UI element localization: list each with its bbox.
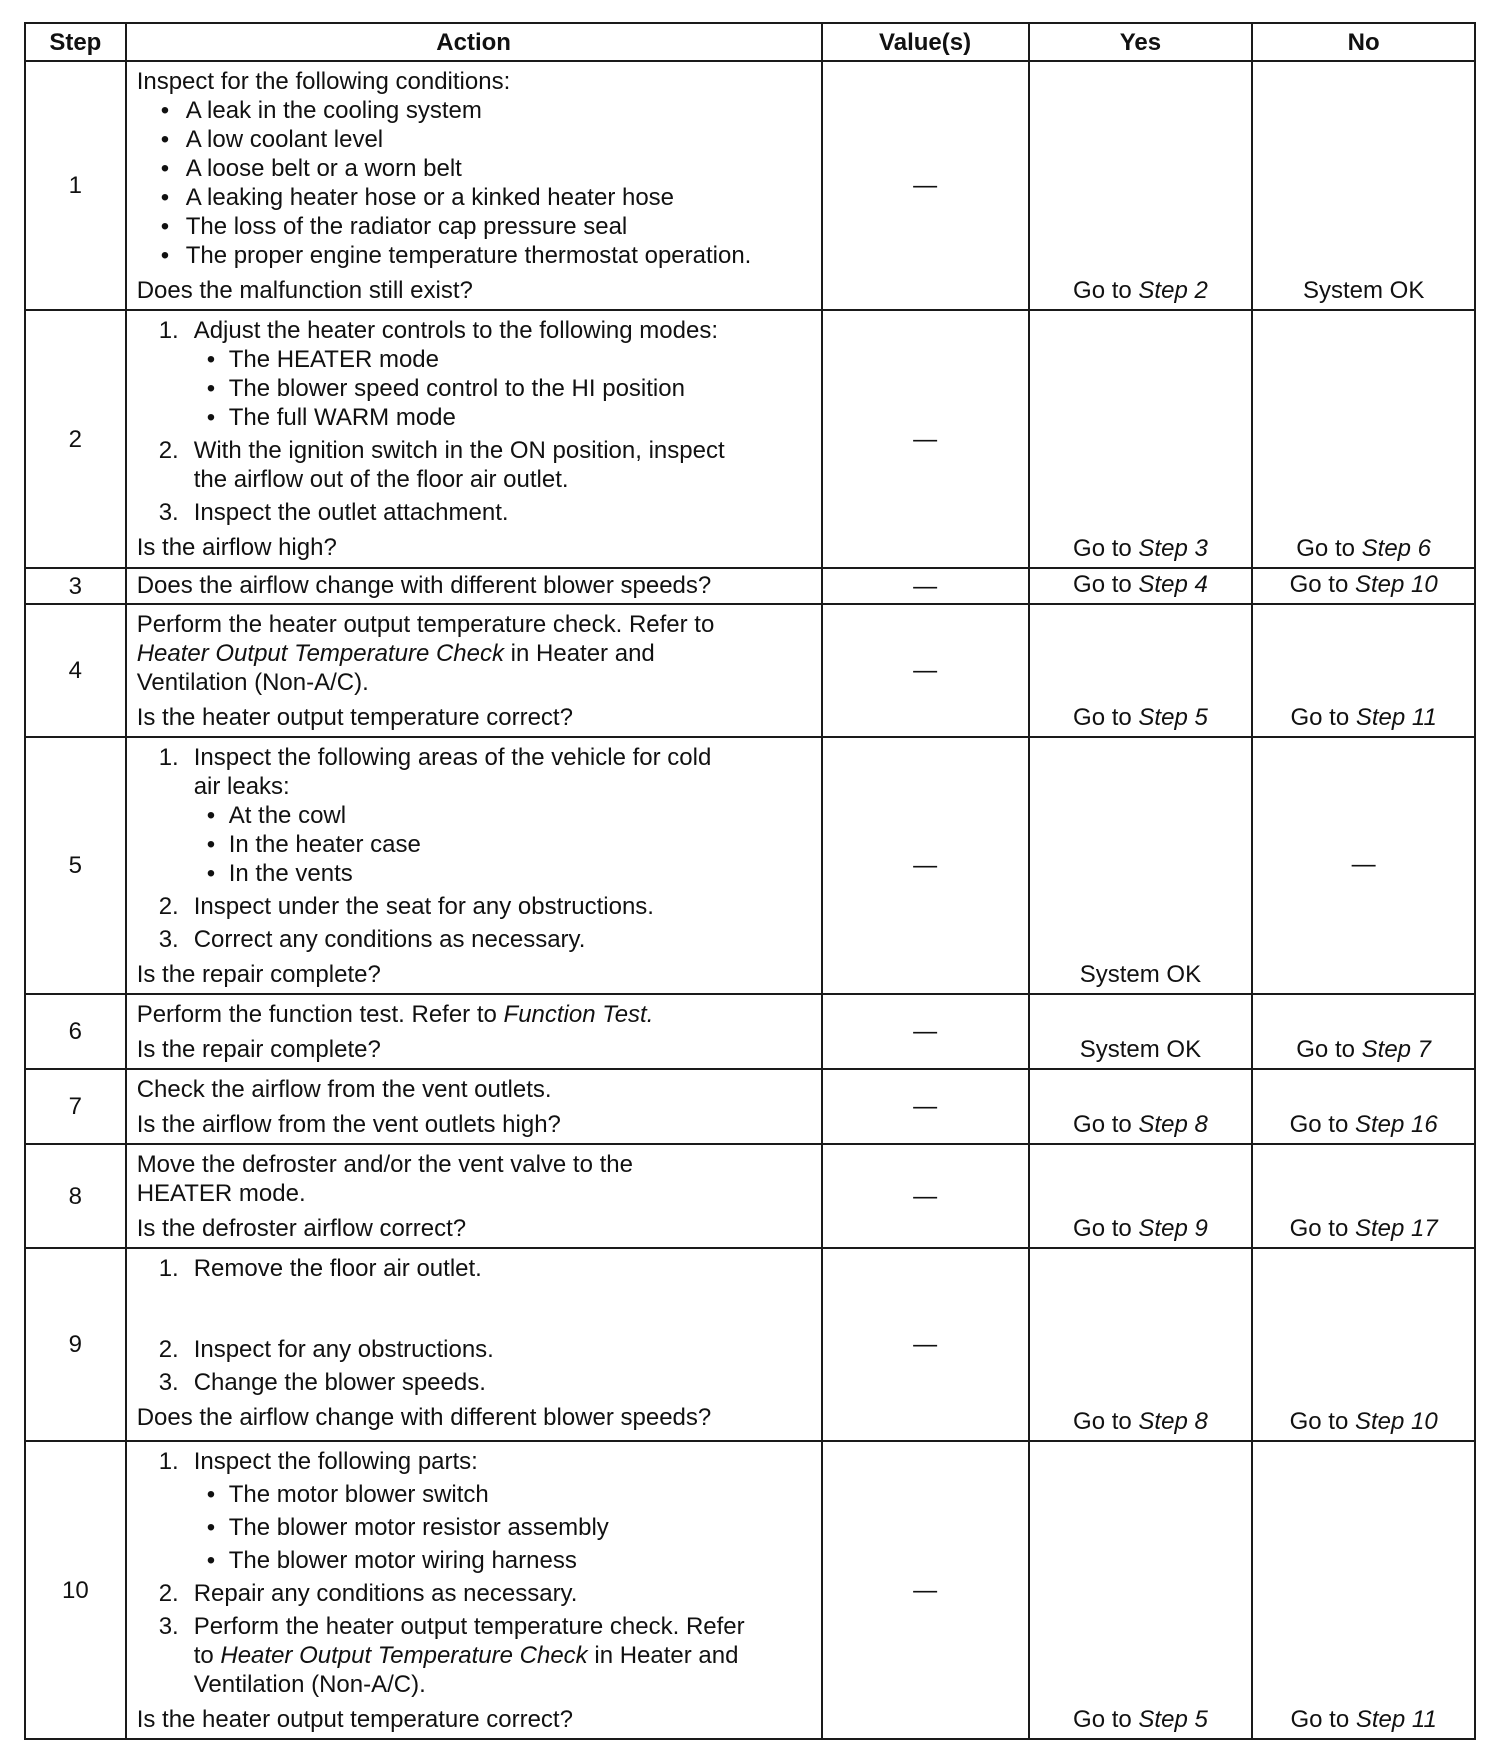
bullet-item: • The blower motor wiring harness xyxy=(137,1546,813,1575)
header-yes: Yes xyxy=(1029,23,1253,61)
question-text: Does the malfunction still exist? xyxy=(136,277,473,304)
step-ref: Step 17 xyxy=(1354,1215,1438,1242)
question-text: Is the heater output temperature correct? xyxy=(136,1706,573,1733)
reference-link: Heater Output Temperature Check xyxy=(136,640,504,667)
yes-cell: Go to Step 8 xyxy=(1029,1248,1253,1441)
value-cell: — xyxy=(822,1248,1029,1441)
value-cell: — xyxy=(822,994,1029,1069)
step-ref: Step 10 xyxy=(1354,571,1438,598)
bullet-item: • The loss of the radiator cap pressure seal xyxy=(137,212,813,241)
step-ref: Step 5 xyxy=(1138,704,1208,731)
question-text: Does the airflow change with different blower speeds? xyxy=(136,1404,712,1431)
question-text: Is the airflow from the vent outlets high? xyxy=(136,1111,561,1138)
value-cell: — xyxy=(822,568,1029,604)
step-ref: Step 4 xyxy=(1138,571,1208,598)
step-ref: Step 3 xyxy=(1138,535,1208,562)
no-cell: Go to Step 10 xyxy=(1252,568,1475,604)
action-text: Heater Output Temperature Check in Heater and xyxy=(136,640,655,667)
action-text: Move the defroster and/or the vent valve to the xyxy=(136,1151,633,1178)
step-number: 9 xyxy=(25,1248,126,1441)
step-row-4 xyxy=(25,604,1475,737)
go-to-label: Go to xyxy=(1073,277,1132,304)
no-cell: Go to Step 11 xyxy=(1252,604,1475,737)
numbered-item: 3. Correct any conditions as necessary. xyxy=(158,926,586,953)
step-row-10 xyxy=(25,1441,1475,1739)
action-cell xyxy=(126,737,822,994)
action-cell xyxy=(126,310,822,568)
yes-cell: Go to Step 9 xyxy=(1029,1144,1253,1248)
action-text: Inspect for the following conditions: xyxy=(136,68,511,95)
numbered-item-continued: the airflow out of the floor air outlet. xyxy=(193,466,569,493)
yes-cell: System OK xyxy=(1029,994,1253,1069)
yes-cell: System OK xyxy=(1029,737,1253,994)
header-no: No xyxy=(1252,23,1475,61)
bullet-item: • In the vents xyxy=(137,859,813,888)
no-cell: Go to Step 11 xyxy=(1252,1441,1475,1739)
question-text: Is the repair complete? xyxy=(136,961,381,988)
bullet-item: • The motor blower switch xyxy=(137,1480,813,1509)
bullet-item: • A leak in the cooling system xyxy=(137,96,813,125)
step-ref: Step 9 xyxy=(1138,1215,1208,1242)
step-number: 1 xyxy=(25,61,126,310)
no-cell: Go to Step 16 xyxy=(1252,1069,1475,1144)
step-row-5 xyxy=(25,737,1475,994)
yes-cell: Go to Step 4 xyxy=(1029,568,1253,604)
question-text: Is the airflow high? xyxy=(136,534,337,561)
header-step: Step xyxy=(25,23,126,61)
question-text: Does the airflow change with different blower speeds? xyxy=(136,572,712,599)
step-row-6 xyxy=(25,994,1475,1069)
action-cell xyxy=(126,61,822,310)
numbered-item: 2. Inspect under the seat for any obstructions. xyxy=(158,893,654,920)
yes-cell: Go to Step 8 xyxy=(1029,1069,1253,1144)
diagnostic-table xyxy=(24,22,1476,1740)
numbered-item-continued: Ventilation (Non-A/C). xyxy=(193,1671,426,1698)
step-row-8 xyxy=(25,1144,1475,1248)
no-cell: System OK xyxy=(1252,61,1475,310)
numbered-item: 1. Inspect the following parts: xyxy=(158,1448,478,1475)
numbered-item: 2. Repair any conditions as necessary. xyxy=(158,1580,578,1607)
step-row-9 xyxy=(25,1248,1475,1441)
header-row xyxy=(25,23,1475,61)
step-number: 10 xyxy=(25,1441,126,1739)
yes-cell: Go to Step 5 xyxy=(1029,1441,1253,1739)
step-number: 6 xyxy=(25,994,126,1069)
numbered-item: 3. Perform the heater output temperature check. Refer xyxy=(158,1613,745,1640)
bullet-item: • The proper engine temperature thermostat operation. xyxy=(137,241,813,270)
step-row-1 xyxy=(25,61,1475,310)
step-number: 7 xyxy=(25,1069,126,1144)
step-ref: Step 8 xyxy=(1138,1111,1208,1138)
bullet-item: • The blower speed control to the HI position xyxy=(137,374,813,403)
step-ref: Step 2 xyxy=(1138,277,1208,304)
step-ref: Step 6 xyxy=(1361,535,1432,562)
step-ref: Step 5 xyxy=(1138,1706,1208,1733)
action-cell xyxy=(126,994,822,1069)
bullet-item: • In the heater case xyxy=(137,830,813,859)
action-cell xyxy=(126,1069,822,1144)
no-cell: Go to Step 17 xyxy=(1252,1144,1475,1248)
bullet-item: • The full WARM mode xyxy=(137,403,813,432)
bullet-item: • A low coolant level xyxy=(137,125,813,154)
step-number: 2 xyxy=(25,310,126,568)
header-action: Action xyxy=(126,23,822,61)
header-values: Value(s) xyxy=(822,23,1029,61)
step-ref: Step 11 xyxy=(1355,704,1437,731)
numbered-item-continued: to Heater Output Temperature Check in Heater and xyxy=(193,1642,739,1669)
value-cell: — xyxy=(822,1441,1029,1739)
question-text: Is the defroster airflow correct? xyxy=(136,1215,467,1242)
bullet-item: • The blower motor resistor assembly xyxy=(137,1513,813,1542)
value-cell: — xyxy=(822,1069,1029,1144)
bullet-item: • A leaking heater hose or a kinked heater hose xyxy=(137,183,813,212)
no-cell: — xyxy=(1252,737,1475,994)
value-cell: — xyxy=(822,1144,1029,1248)
bullet-item: • The HEATER mode xyxy=(137,345,813,374)
step-number: 5 xyxy=(25,737,126,994)
bullet-item: • At the cowl xyxy=(137,801,813,830)
question-text: Is the heater output temperature correct? xyxy=(136,704,573,731)
step-row-2 xyxy=(25,310,1475,568)
step-ref: Step 8 xyxy=(1138,1408,1208,1435)
action-text: HEATER mode. xyxy=(136,1180,306,1207)
step-ref: Step 11 xyxy=(1355,1706,1437,1733)
action-text: Check the airflow from the vent outlets. xyxy=(136,1076,552,1103)
action-cell xyxy=(126,1248,822,1441)
question-text: Is the repair complete? xyxy=(136,1036,381,1063)
yes-cell: Go to Step 3 xyxy=(1029,310,1253,568)
numbered-item: 2. With the ignition switch in the ON position, inspect xyxy=(158,437,725,464)
step-number: 4 xyxy=(25,604,126,737)
step-row-7 xyxy=(25,1069,1475,1144)
value-cell: — xyxy=(822,310,1029,568)
reference-link: Heater Output Temperature Check xyxy=(220,1642,588,1669)
yes-cell: Go to Step 5 xyxy=(1029,604,1253,737)
step-ref: Step 10 xyxy=(1354,1408,1438,1435)
numbered-item: 1. Adjust the heater controls to the following modes: xyxy=(158,317,718,344)
action-cell xyxy=(126,568,822,604)
step-ref: Step 7 xyxy=(1361,1036,1432,1063)
no-cell: Go to Step 10 xyxy=(1252,1248,1475,1441)
value-cell: — xyxy=(822,61,1029,310)
numbered-item: 1. Inspect the following areas of the vehicle for cold xyxy=(158,744,712,771)
no-cell: Go to Step 7 xyxy=(1252,994,1475,1069)
action-text: Perform the heater output temperature check. Refer to xyxy=(136,611,715,638)
action-text: Ventilation (Non-A/C). xyxy=(136,669,369,696)
action-cell xyxy=(126,1144,822,1248)
yes-cell xyxy=(1029,61,1253,310)
numbered-item: 3. Change the blower speeds. xyxy=(158,1369,486,1396)
numbered-item: 2. Inspect for any obstructions. xyxy=(158,1336,494,1363)
reference-link: Function Test. xyxy=(503,1001,654,1028)
numbered-item: 3. Inspect the outlet attachment. xyxy=(158,499,509,526)
value-cell: — xyxy=(822,737,1029,994)
step-row-3 xyxy=(25,568,1475,604)
numbered-item-continued: air leaks: xyxy=(193,773,290,800)
action-text: Perform the function test. Refer to Function Test. xyxy=(136,1001,654,1028)
step-number: 8 xyxy=(25,1144,126,1248)
action-cell xyxy=(126,604,822,737)
step-number: 3 xyxy=(25,568,126,604)
bullet-item: • A loose belt or a worn belt xyxy=(137,154,813,183)
no-cell: Go to Step 6 xyxy=(1252,310,1475,568)
value-cell: — xyxy=(822,604,1029,737)
step-ref: Step 16 xyxy=(1354,1111,1438,1138)
action-cell xyxy=(126,1441,822,1739)
numbered-item: 1. Remove the floor air outlet. xyxy=(158,1255,482,1282)
